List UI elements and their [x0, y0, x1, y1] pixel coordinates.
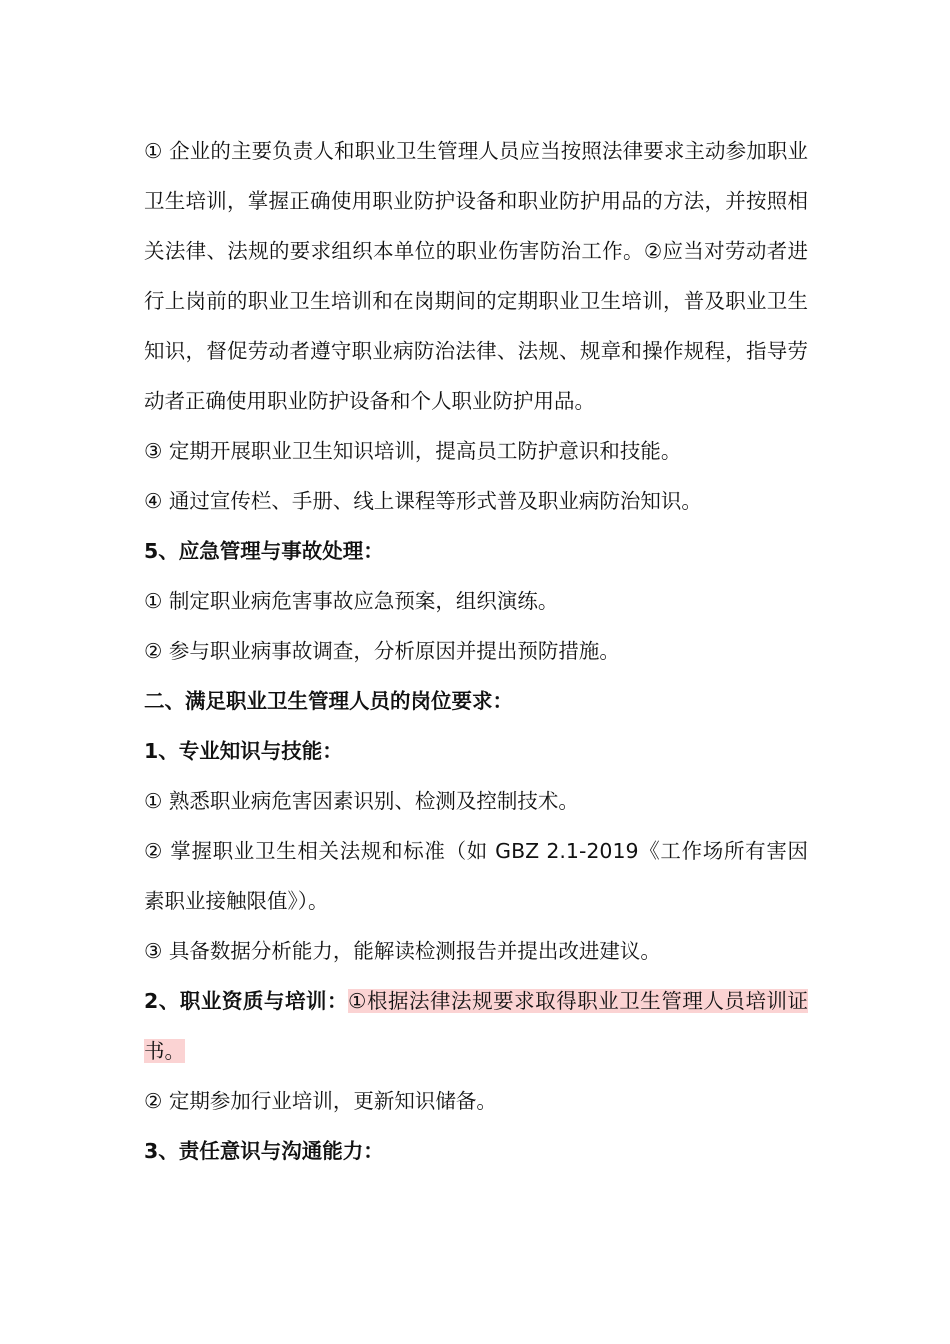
heading-responsibility-communication: 3、责任意识与沟通能力： [144, 1139, 384, 1163]
paragraph-regular-training: ③ 定期开展职业卫生知识培训，提高员工防护意识和技能。 [144, 439, 682, 463]
paragraph-training-responsibilities: ① 企业的主要负责人和职业卫生管理人员应当按照法律要求主动参加职业卫生培训，掌握正确使用职业防护设备和职业防护用品的方法，并按照相关法律、法规的要求组织本单位的职业伤害防治工作。②应当对劳动者进行上岗前的职业卫生培训和在岗期间的定期职业卫生培训，普及职业卫生知识，督促劳动者遵守职业病防治法律、法规、规章和操作规程，指导劳动者正确使用职业防护设备和个人职业防护用品。 [144, 139, 808, 413]
paragraph-accident-investigation: ② 参与职业病事故调查，分析原因并提出预防措施。 [144, 639, 620, 663]
paragraph-standards: ② 掌握职业卫生相关法规和标准（如 GBZ 2.1-2019《工作场所有害因素职业接触限值》）。 [144, 839, 808, 913]
paragraph-qualification [144, 976, 808, 1076]
document-body [144, 126, 808, 1176]
paragraph-industry-training: ② 定期参加行业培训，更新知识储备。 [144, 1089, 497, 1113]
paragraph-hazard-identification: ① 熟悉职业病危害因素识别、检测及控制技术。 [144, 789, 579, 813]
paragraph-emergency-plan: ① 制定职业病危害事故应急预案，组织演练。 [144, 589, 559, 613]
heading-knowledge-skills: 1、专业知识与技能： [144, 739, 343, 763]
heading-section-two: 二、满足职业卫生管理人员的岗位要求： [144, 689, 513, 713]
heading-emergency-management: 5、应急管理与事故处理： [144, 539, 384, 563]
paragraph-data-analysis: ③ 具备数据分析能力，能解读检测报告并提出改进建议。 [144, 939, 661, 963]
heading-qualification: 2、职业资质与培训： [144, 989, 349, 1013]
highlighted-certificate-text: ①根据法律法规要求取得职业卫生管理人员培训证书。 [144, 989, 808, 1063]
paragraph-publicity: ④ 通过宣传栏、手册、线上课程等形式普及职业病防治知识。 [144, 489, 702, 513]
